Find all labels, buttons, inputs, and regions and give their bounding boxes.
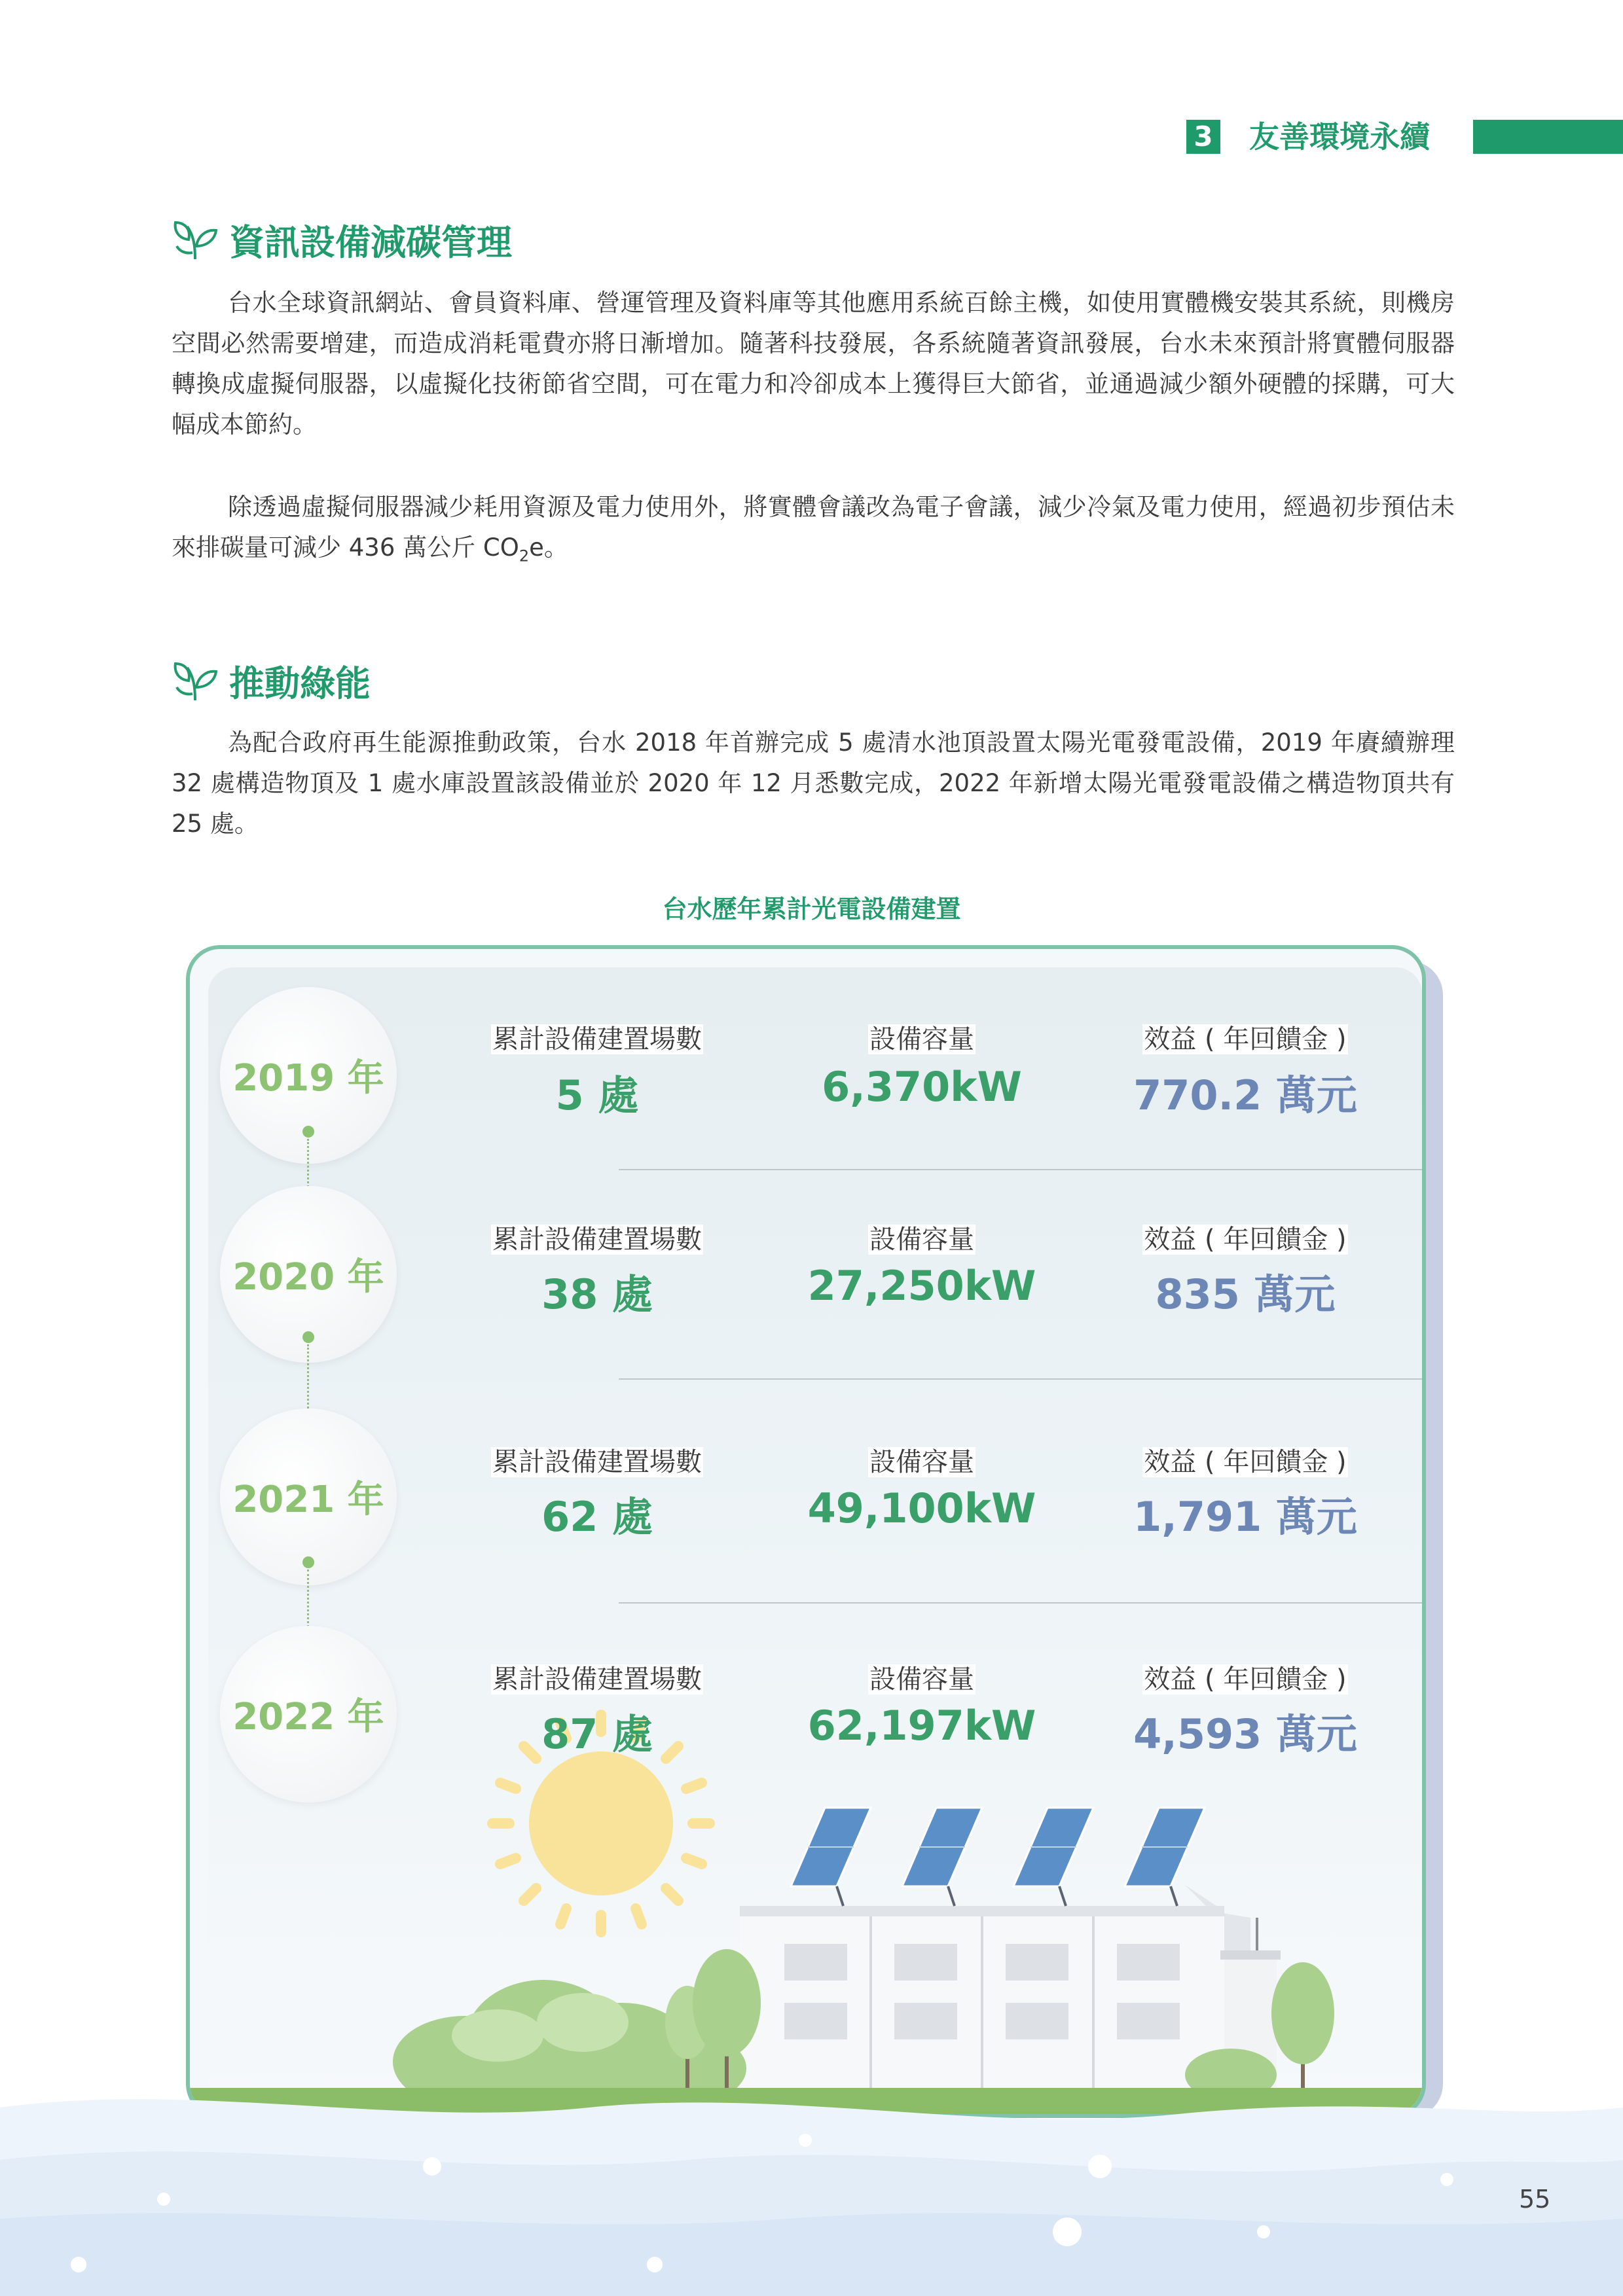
value-sites-2019: 5 處 [555,1071,639,1119]
year-circle-2020: 2020 年 [220,1186,397,1363]
paragraph-text: 為配合政府再生能源推動政策，台水 2018 年首辦完成 5 處清水池頂設置太陽光電發電設備，2019 年賡續辦理 32 處構造物頂及 1 處水庫設置該設備並於 2020 年 12 月悉數完成，2022 年新增太陽光電發電設備之構造物頂共有 25 處。 [172,728,1455,838]
column-label-benefit: 效益 ( 年回饋金 ) [1144,1024,1347,1054]
paragraph-it-servers [172,283,1455,445]
value-capacity-2020: 27,250kW [807,1262,1036,1310]
chapter-title: 友善環境永續 [1249,119,1430,154]
section-heading-text: 資訊設備減碳管理 [229,221,512,263]
paragraph-e-meeting [172,487,1455,576]
year-circle-2021: 2021 年 [220,1408,397,1585]
section-heading-text: 推動綠能 [229,662,371,704]
solar-panels-icon [791,1808,1205,1906]
value-benefit-2020: 835 萬元 [1155,1270,1336,1318]
value-benefit-2022: 4,593 萬元 [1133,1710,1357,1758]
leaf-icon [169,213,221,266]
value-benefit-2019: 770.2 萬元 [1133,1071,1357,1119]
timeline-dot [302,1331,314,1343]
row-divider [619,1378,1426,1380]
column-label-benefit: 效益 ( 年回饋金 ) [1144,1447,1347,1477]
column-label-sites: 累計設備建置場數 [492,1024,702,1054]
value-benefit-2021: 1,791 萬元 [1133,1493,1357,1541]
solar-stats-panel [186,945,1426,2118]
paragraph-text-main: 除透過虛擬伺服器減少耗用資源及電力使用外，將實體會議改為電子會議，減少冷氣及電力使用，經過初步預估未來排碳量可減少 436 萬公斤 CO [172,493,1455,562]
row-divider [619,1602,1426,1604]
value-capacity-2021: 49,100kW [807,1484,1036,1532]
column-label-capacity: 設備容量 [869,1447,974,1477]
value-capacity-2022: 62,197kW [807,1702,1036,1749]
timeline-dot [302,1556,314,1568]
column-label-benefit: 效益 ( 年回饋金 ) [1144,1664,1347,1695]
leaf-icon [169,655,221,707]
column-label-capacity: 設備容量 [869,1024,974,1054]
value-sites-2021: 62 處 [541,1493,653,1541]
row-divider [619,1169,1426,1170]
year-circle-2019: 2019 年 [220,987,397,1164]
co2-subscript: 2 [519,547,530,565]
column-label-capacity: 設備容量 [869,1664,974,1695]
paragraph-solar-policy [172,723,1455,844]
section-heading-it-carbon [169,213,512,266]
water-wave-decoration [0,2068,1623,2296]
value-sites-2020: 38 處 [541,1270,653,1318]
paragraph-text [172,487,1455,576]
year-circle-2022: 2022 年 [220,1626,397,1803]
section-heading-green-energy [169,655,371,707]
value-capacity-2019: 6,370kW [822,1063,1022,1111]
page-number: 55 [1519,2185,1551,2214]
header-accent-bar [1473,120,1623,154]
timeline-connector [307,1344,309,1416]
value-sites-2022: 87 處 [541,1710,653,1758]
timeline-dot [302,1126,314,1138]
column-label-sites: 累計設備建置場數 [492,1447,702,1477]
column-label-benefit: 效益 ( 年回饋金 ) [1144,1225,1347,1255]
paragraph-text: 台水全球資訊網站、會員資料庫、營運管理及資料庫等其他應用系統百餘主機，如使用實體機安裝其系統，則機房空間必然需要增建，而造成消耗電費亦將日漸增加。隨著科技發展，各系統隨著資訊發展，台水未來預計將實體伺服器轉換成虛擬伺服器，以虛擬化技術節省空間，可在電力和冷卻成本上獲得巨大節省，並通過減少額外硬體的採購，可大幅成本節約。 [172,289,1455,439]
column-label-capacity: 設備容量 [869,1225,974,1255]
column-label-sites: 累計設備建置場數 [492,1664,702,1695]
chapter-number-badge: 3 [1186,120,1220,154]
chart-title: 台水歷年累計光電設備建置 [662,895,961,924]
column-label-sites: 累計設備建置場數 [492,1225,702,1255]
paragraph-text-end: e。 [529,533,568,562]
